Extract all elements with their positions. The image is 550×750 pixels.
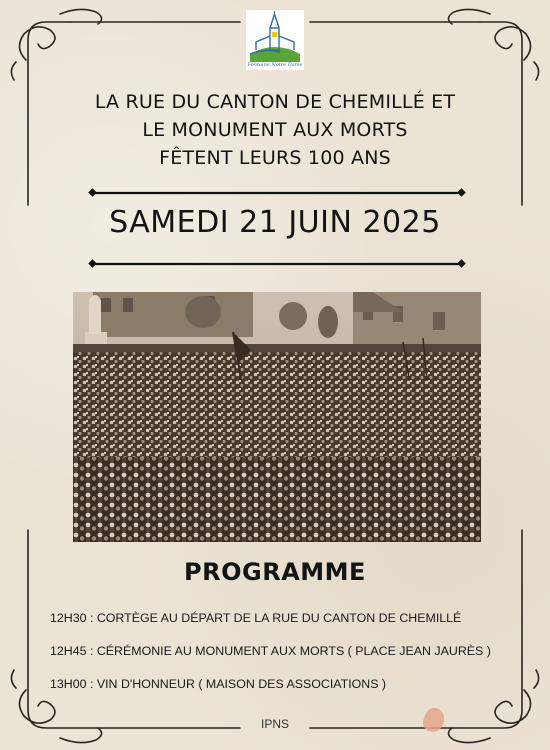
programme-item: 13H00 : VIN D'HONNEUR ( MAISON DES ASSOCIATIONS ) <box>50 677 387 691</box>
event-date: SAMEDI 21 JUIN 2025 <box>109 205 441 240</box>
divider-bottom <box>88 259 466 269</box>
historic-crowd-photo <box>73 292 481 542</box>
programme-heading: PROGRAMME <box>184 558 366 586</box>
programme-item: 12H45 : CÉRÉMONIE AU MONUMENT AUX MORTS ( PLACE JEAN JAURÈS ) <box>50 644 491 658</box>
logo <box>246 10 304 70</box>
title-line-2: LE MONUMENT AUX MORTS <box>142 119 408 141</box>
programme-item: 12H30 : CORTÈGE AU DÉPART DE LA RUE DU CANTON DE CHEMILLÉ <box>50 611 462 625</box>
title-line-3: FÊTENT LEURS 100 ANS <box>159 147 391 169</box>
divider-top <box>88 188 466 198</box>
photo-image <box>73 292 481 542</box>
logo-caption: Fontaine Notre Dame <box>247 62 303 68</box>
church-steeple-logo-icon <box>246 10 304 62</box>
page-title <box>30 88 520 172</box>
footer-note: IPNS <box>260 717 289 731</box>
title-line-1: LA RUE DU CANTON DE CHEMILLÉ ET <box>94 91 456 113</box>
